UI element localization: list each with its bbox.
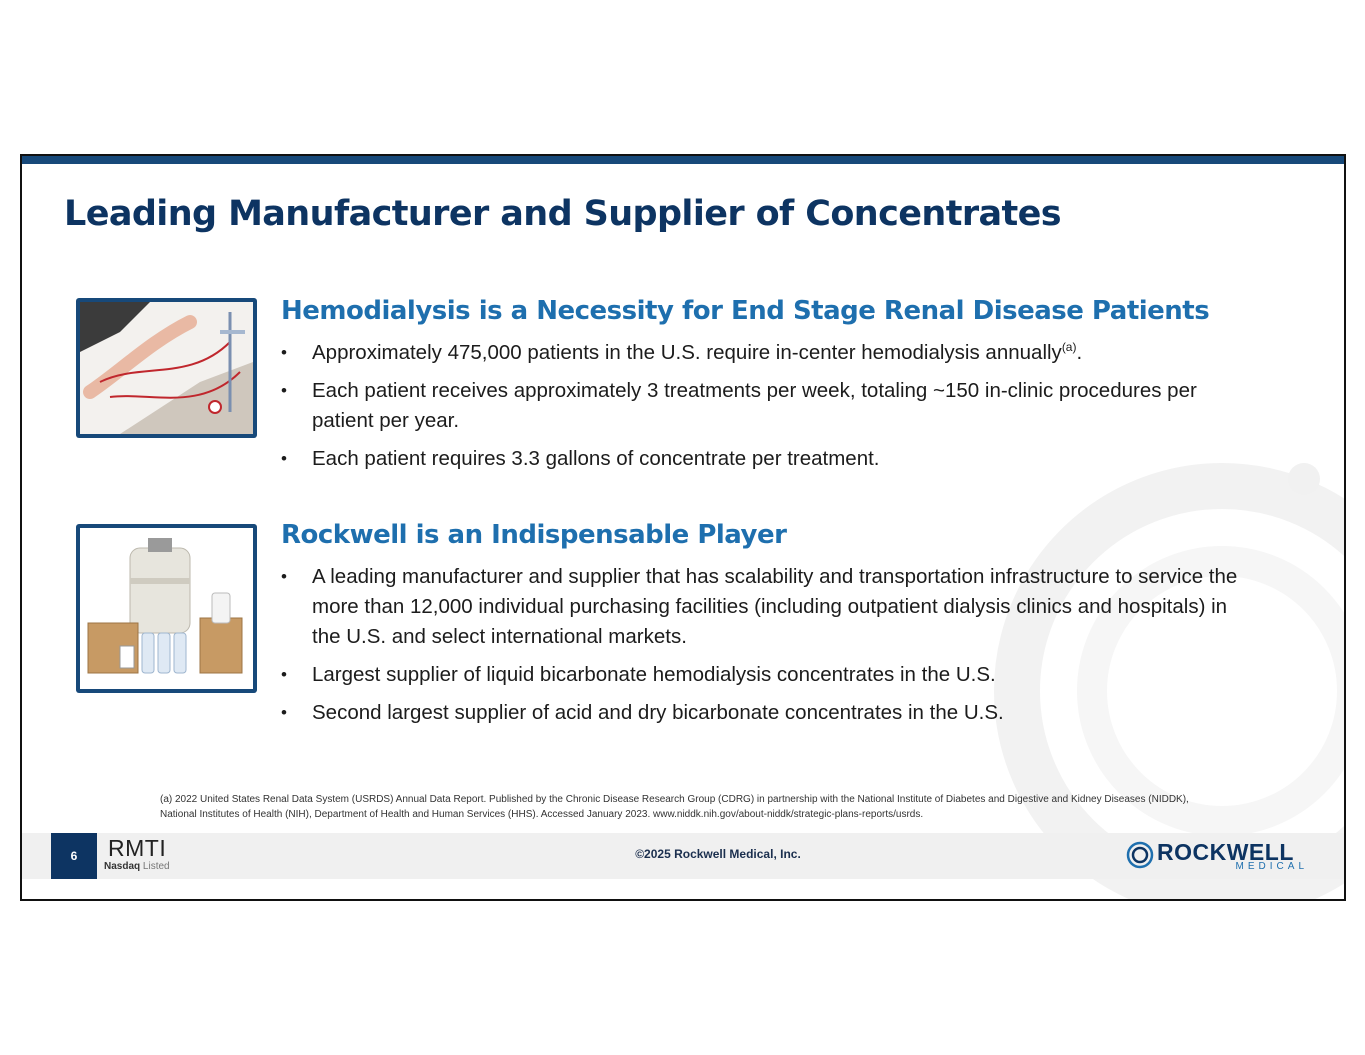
nasdaq-listed-label: Nasdaq Listed xyxy=(104,861,170,872)
footnote: (a) 2022 United States Renal Data System (USRDS) Annual Data Report. Published by the Chronic Disease Research Group (CDRG) in partnership with the National Institute of Diabetes and Digestive and Kidney Diseases (NIDDK), National Institutes of Health (NIH), Department of Health and Human Services (HHS). Accessed January 2023. www.niddk.nih.gov/about-niddk/strategic-plans-reports/usrds. xyxy=(160,794,1189,820)
page-title: Leading Manufacturer and Supplier of Concentrates xyxy=(64,194,1062,234)
section-hemodialysis xyxy=(281,296,1261,482)
list-item: • Each patient requires 3.3 gallons of concentrate per treatment. xyxy=(281,444,1261,474)
list-item: • Approximately 475,000 patients in the U.S. require in-center hemodialysis annually$^{(a)}$. xyxy=(281,338,1261,368)
products-photo xyxy=(76,524,257,693)
footnote-marker: (a) xyxy=(1061,340,1077,355)
page-number: 6 xyxy=(51,833,97,879)
logo-ring-icon xyxy=(1126,841,1154,869)
bullet-list-rockwell xyxy=(281,562,1261,728)
slide xyxy=(20,154,1346,901)
section-heading-rockwell: Rockwell is an Indispensable Player xyxy=(281,520,787,550)
list-item: • A leading manufacturer and supplier that has scalability and transportation infrastructure to service the more than 12,000 individual purchasing facilities (including outpatient dialysis clinics and hospitals) in the U.S. and select international markets. xyxy=(281,562,1261,652)
footer xyxy=(22,833,1344,879)
list-item: • Second largest supplier of acid and dry bicarbonate concentrates in the U.S. xyxy=(281,698,1261,728)
section-rockwell xyxy=(281,520,1261,736)
section-heading-hemodialysis: Hemodialysis is a Necessity for End Stage Renal Disease Patients xyxy=(281,296,1210,326)
rockwell-medical-logo xyxy=(1126,839,1308,873)
hemodialysis-photo xyxy=(76,298,257,438)
logo-subtitle: MEDICAL xyxy=(1235,861,1308,872)
stock-ticker: RMTI xyxy=(108,835,167,861)
logo-name: ROCKWELL xyxy=(1157,839,1294,865)
top-accent-bar xyxy=(22,156,1344,164)
bullet-list-hemodialysis xyxy=(281,338,1261,474)
list-item: • Each patient receives approximately 3 treatments per week, totaling ~150 in-clinic procedures per patient per year. xyxy=(281,376,1261,436)
concentrate-products-photo-icon xyxy=(80,528,253,689)
copyright: ©2025 Rockwell Medical, Inc. xyxy=(635,847,801,861)
hemodialysis-patient-photo-icon xyxy=(80,302,253,434)
list-item: • Largest supplier of liquid bicarbonate hemodialysis concentrates in the U.S. xyxy=(281,660,1261,690)
